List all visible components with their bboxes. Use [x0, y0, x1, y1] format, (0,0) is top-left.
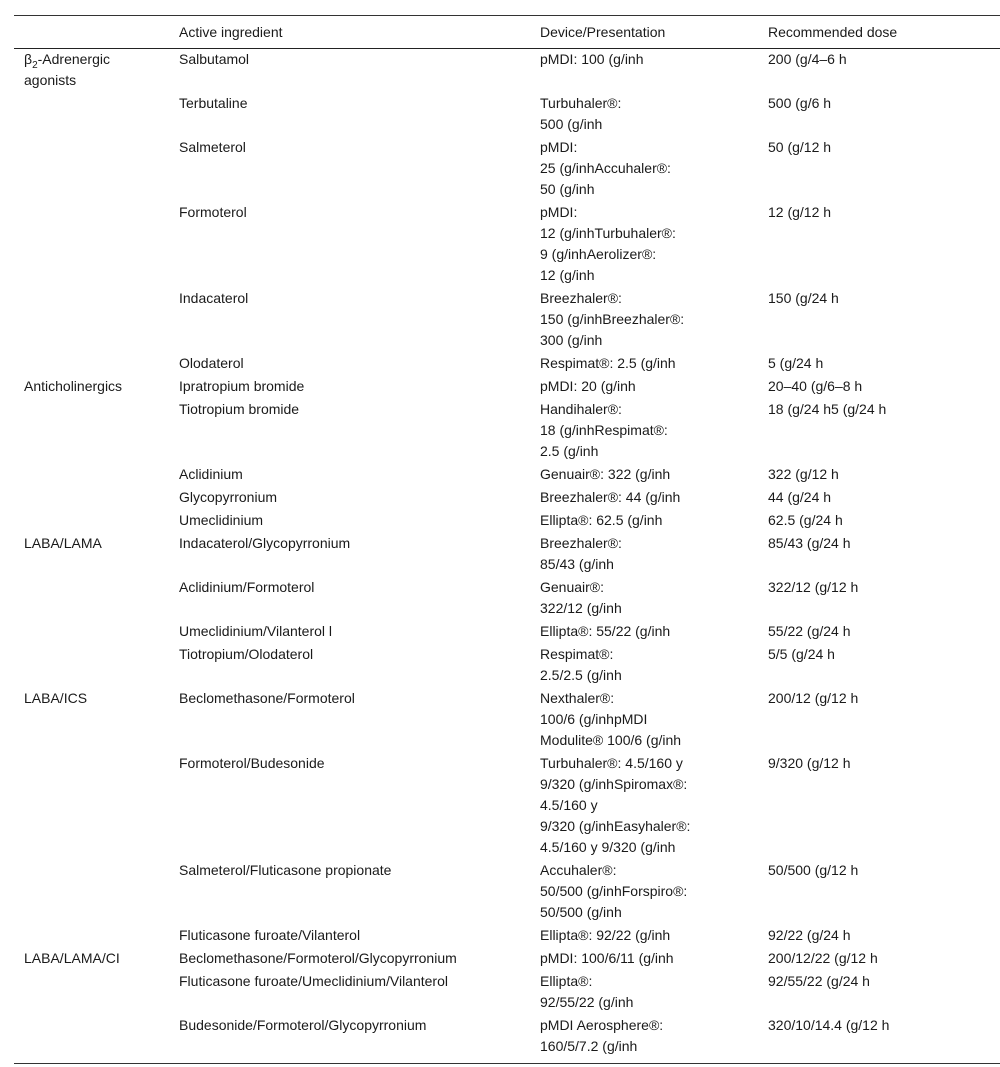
- table-row: [14, 948, 1000, 971]
- group-label: [14, 1015, 169, 1064]
- table-row: [14, 288, 1000, 353]
- recommended-dose: 85/43 (g/24 h: [768, 535, 851, 551]
- table-row: [14, 93, 1000, 137]
- table-row: [14, 464, 1000, 487]
- device-presentation: pMDI: 12 (g/inhTurbuhaler®: 9 (g/inhAerolizer®: 12 (g/inh: [540, 204, 676, 283]
- device-presentation: pMDI: 100 (g/inh: [540, 51, 644, 67]
- active-ingredient: Budesonide/Formoterol/Glycopyrronium: [169, 1015, 530, 1064]
- active-ingredient: Aclidinium/Formoterol: [179, 579, 315, 595]
- group-label-prefix: Anticholinergics: [24, 378, 123, 394]
- header-group: [14, 16, 169, 49]
- table-row: [14, 860, 1000, 925]
- group-label-subscript: 2: [32, 59, 38, 71]
- table-row: [14, 137, 1000, 202]
- group-label-prefix: LABA/ICS: [24, 690, 88, 706]
- group-label: [14, 137, 169, 202]
- table-row: [14, 510, 1000, 533]
- active-ingredient: Fluticasone furoate/Umeclidinium/Vilanterol: [179, 973, 448, 989]
- table-row: [14, 49, 1000, 94]
- active-ingredient: Beclomethasone/Formoterol: [179, 690, 355, 706]
- group-label: [14, 49, 169, 94]
- recommended-dose: 92/22 (g/24 h: [768, 927, 851, 943]
- active-ingredient: Salmeterol: [179, 139, 246, 155]
- device-presentation: Ellipta®: 62.5 (g/inh: [540, 512, 663, 528]
- group-label: [14, 925, 169, 948]
- recommended-dose: 55/22 (g/24 h: [768, 623, 851, 639]
- recommended-dose: 200 (g/4–6 h: [768, 51, 847, 67]
- header-device-presentation: Device/Presentation: [530, 16, 758, 49]
- group-label: [14, 464, 169, 487]
- group-label: [14, 644, 169, 688]
- recommended-dose: 20–40 (g/6–8 h: [768, 378, 863, 394]
- device-presentation: Handihaler®: 18 (g/inhRespimat®: 2.5 (g/inh: [540, 401, 668, 459]
- active-ingredient: Terbutaline: [179, 95, 248, 111]
- table-row: [14, 971, 1000, 1015]
- device-presentation: Turbuhaler®: 4.5/160 y 9/320 (g/inhSpiromax®: 4.5/160 y 9/320 (g/inhEasyhaler®: 4.5/160 y 9/320 (g/inh: [540, 755, 691, 855]
- active-ingredient: Umeclidinium/Vilanterol l: [179, 623, 333, 639]
- device-presentation: pMDI: 20 (g/inh: [540, 378, 636, 394]
- active-ingredient: Tiotropium/Olodaterol: [179, 646, 314, 662]
- group-label: [14, 688, 169, 753]
- table-row: [14, 353, 1000, 376]
- group-label: [14, 860, 169, 925]
- active-ingredient: Olodaterol: [179, 355, 244, 371]
- table-header: [14, 16, 1000, 49]
- recommended-dose: 322 (g/12 h: [768, 466, 839, 482]
- recommended-dose: 50/500 (g/12 h: [768, 862, 859, 878]
- group-label: [14, 621, 169, 644]
- device-presentation: Ellipta®: 55/22 (g/inh: [540, 623, 671, 639]
- device-presentation: Ellipta®: 92/55/22 (g/inh: [540, 973, 634, 1010]
- header-active-ingredient: Active ingredient: [169, 16, 530, 49]
- active-ingredient: Beclomethasone/Formoterol/Glycopyrronium: [179, 950, 457, 966]
- recommended-dose: 200/12 (g/12 h: [768, 690, 859, 706]
- active-ingredient: Ipratropium bromide: [179, 378, 305, 394]
- active-ingredient: Fluticasone furoate/Vilanterol: [179, 927, 361, 943]
- device-presentation: Breezhaler®: 85/43 (g/inh: [540, 535, 622, 572]
- active-ingredient: Salmeterol/Fluticasone propionate: [179, 862, 392, 878]
- group-label: [14, 577, 169, 621]
- group-label-prefix: β: [24, 51, 33, 67]
- recommended-dose: 200/12/22 (g/12 h: [768, 950, 878, 966]
- table-row: [14, 925, 1000, 948]
- group-label: [14, 288, 169, 353]
- group-label: [14, 510, 169, 533]
- active-ingredient: Indacaterol: [179, 290, 249, 306]
- group-label: [14, 93, 169, 137]
- group-label-prefix: LABA/LAMA/CI: [24, 950, 120, 966]
- device-presentation: pMDI: 25 (g/inhAccuhaler®: 50 (g/inh: [540, 139, 671, 197]
- device-presentation: Nexthaler®: 100/6 (g/inhpMDI Modulite® 100/6 (g/inh: [540, 690, 682, 748]
- group-label: [14, 948, 169, 971]
- group-label: [14, 399, 169, 464]
- active-ingredient: Aclidinium: [179, 466, 243, 482]
- recommended-dose: 500 (g/6 h: [768, 95, 832, 111]
- device-presentation: Turbuhaler®: 500 (g/inh: [540, 95, 622, 132]
- recommended-dose: 5/5 (g/24 h: [768, 646, 835, 662]
- device-presentation: pMDI: 100/6/11 (g/inh: [540, 950, 674, 966]
- table-row: [14, 577, 1000, 621]
- device-presentation: Genuair®: 322/12 (g/inh: [540, 579, 622, 616]
- device-presentation: Accuhaler®: 50/500 (g/inhForspiro®: 50/500 (g/inh: [540, 862, 688, 920]
- active-ingredient: Glycopyrronium: [179, 489, 278, 505]
- table-row: [14, 621, 1000, 644]
- group-label-rest: -Adrenergic agonists: [24, 51, 110, 88]
- recommended-dose: 322/12 (g/12 h: [768, 579, 859, 595]
- group-label: [14, 376, 169, 399]
- group-label: [14, 971, 169, 1015]
- table-row: [14, 376, 1000, 399]
- device-presentation: Breezhaler®: 44 (g/inh: [540, 489, 681, 505]
- recommended-dose: 150 (g/24 h: [768, 290, 839, 306]
- table-body: [14, 49, 1000, 1064]
- table-row: [14, 753, 1000, 860]
- recommended-dose: 320/10/14.4 (g/12 h: [758, 1015, 1000, 1064]
- recommended-dose: 44 (g/24 h: [768, 489, 832, 505]
- recommended-dose: 9/320 (g/12 h: [768, 755, 851, 771]
- recommended-dose: 62.5 (g/24 h: [768, 512, 843, 528]
- device-presentation: Genuair®: 322 (g/inh: [540, 466, 671, 482]
- device-presentation: Ellipta®: 92/22 (g/inh: [540, 927, 671, 943]
- recommended-dose: 50 (g/12 h: [768, 139, 832, 155]
- header-recommended-dose: Recommended dose: [758, 16, 1000, 49]
- table-row: [14, 688, 1000, 753]
- recommended-dose: 12 (g/12 h: [768, 204, 832, 220]
- active-ingredient: Formoterol/Budesonide: [179, 755, 325, 771]
- group-label: [14, 753, 169, 860]
- active-ingredient: Formoterol: [179, 204, 247, 220]
- device-presentation: Breezhaler®: 150 (g/inhBreezhaler®: 300 (g/inh: [540, 290, 685, 348]
- table-row: [14, 487, 1000, 510]
- active-ingredient: Indacaterol/Glycopyrronium: [179, 535, 351, 551]
- table-row: [14, 202, 1000, 288]
- group-label: [14, 353, 169, 376]
- recommended-dose: 5 (g/24 h: [768, 355, 824, 371]
- table-row: [14, 1015, 1000, 1064]
- recommended-dose: 92/55/22 (g/24 h: [768, 973, 870, 989]
- drug-table: [14, 15, 1000, 1064]
- group-label-prefix: LABA/LAMA: [24, 535, 102, 551]
- active-ingredient: Salbutamol: [179, 51, 250, 67]
- device-presentation: pMDI Aerosphere®: 160/5/7.2 (g/inh: [530, 1015, 758, 1064]
- recommended-dose: 18 (g/24 h5 (g/24 h: [768, 401, 887, 417]
- table-row: [14, 644, 1000, 688]
- device-presentation: Respimat®: 2.5 (g/inh: [540, 355, 676, 371]
- table-row: [14, 533, 1000, 577]
- group-label: [14, 202, 169, 288]
- device-presentation: Respimat®: 2.5/2.5 (g/inh: [540, 646, 622, 683]
- group-label: [14, 487, 169, 510]
- active-ingredient: Umeclidinium: [179, 512, 264, 528]
- group-label: [14, 533, 169, 577]
- active-ingredient: Tiotropium bromide: [179, 401, 300, 417]
- table-row: [14, 399, 1000, 464]
